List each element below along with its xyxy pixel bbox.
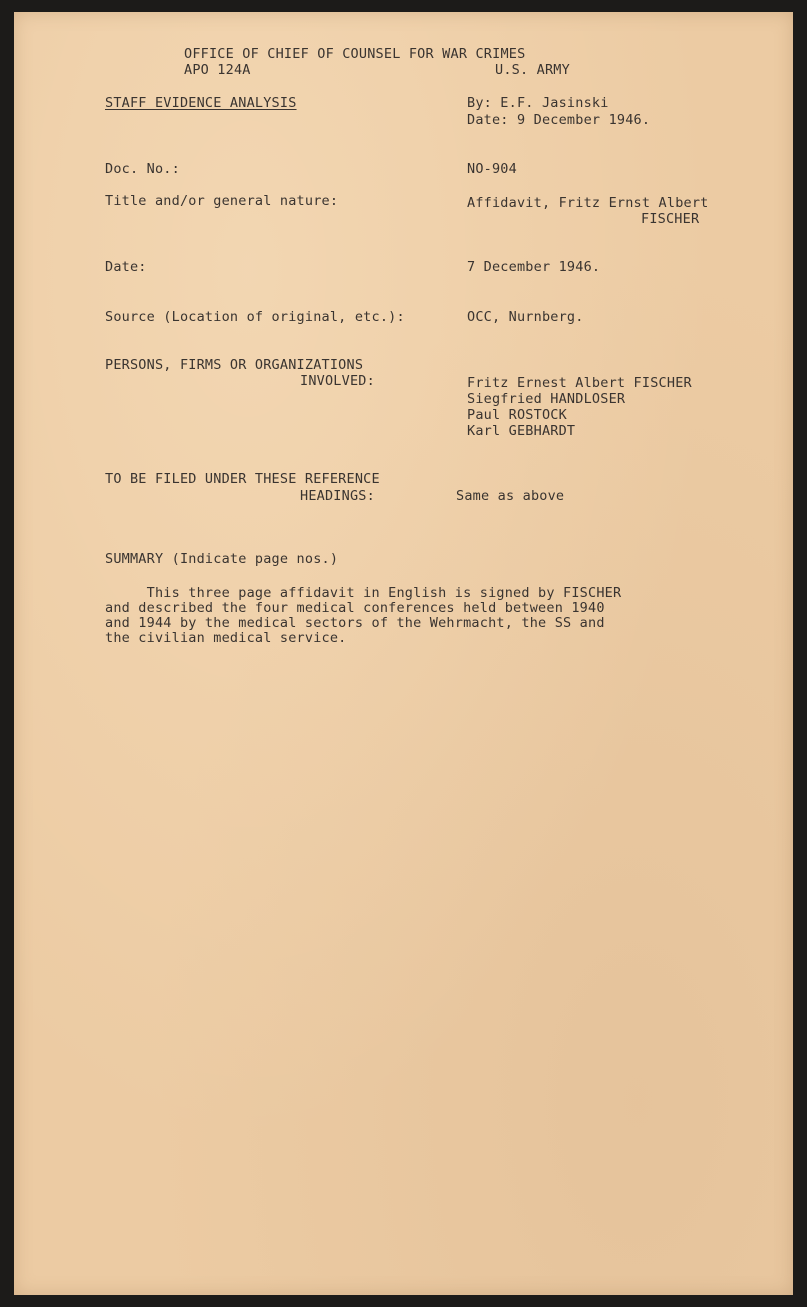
person-name: Karl GEBHARDT: [467, 423, 576, 439]
analyst-name: By: E.F. Jasinski: [467, 95, 609, 111]
doc-no-label: Doc. No.:: [105, 161, 180, 177]
reference-label-line2: HEADINGS:: [300, 488, 375, 504]
summary-line: and described the four medical conferences held between 1940: [105, 600, 605, 616]
date-label: Date:: [105, 259, 147, 275]
doc-no-value: NO-904: [467, 161, 517, 177]
persons-label-line1: PERSONS, FIRMS OR ORGANIZATIONS: [105, 357, 364, 373]
summary-heading: SUMMARY (Indicate page nos.): [105, 551, 339, 567]
apo-number: APO 124A: [184, 62, 251, 78]
staff-evidence-analysis-title: STAFF EVIDENCE ANALYSIS: [105, 95, 297, 111]
title-value-line1: Affidavit, Fritz Ernst Albert: [467, 195, 709, 211]
person-name: Siegfried HANDLOSER: [467, 391, 626, 407]
analysis-date: Date: 9 December 1946.: [467, 112, 651, 128]
reference-value: Same as above: [456, 488, 565, 504]
date-value: 7 December 1946.: [467, 259, 601, 275]
summary-line: the civilian medical service.: [105, 630, 347, 646]
person-name: Fritz Ernest Albert FISCHER: [467, 375, 692, 391]
reference-label-line1: TO BE FILED UNDER THESE REFERENCE: [105, 471, 380, 487]
office-heading: OFFICE OF CHIEF OF COUNSEL FOR WAR CRIMES: [184, 46, 526, 62]
source-value: OCC, Nurnberg.: [467, 309, 584, 325]
source-label: Source (Location of original, etc.):: [105, 309, 405, 325]
title-label: Title and/or general nature:: [105, 193, 339, 209]
summary-line: and 1944 by the medical sectors of the Wehrmacht, the SS and: [105, 615, 605, 631]
person-name: Paul ROSTOCK: [467, 407, 567, 423]
army-label: U.S. ARMY: [495, 62, 570, 78]
summary-line: This three page affidavit in English is signed by FISCHER: [105, 585, 622, 601]
persons-label-line2: INVOLVED:: [300, 373, 375, 389]
title-value-line2: FISCHER: [641, 211, 700, 227]
